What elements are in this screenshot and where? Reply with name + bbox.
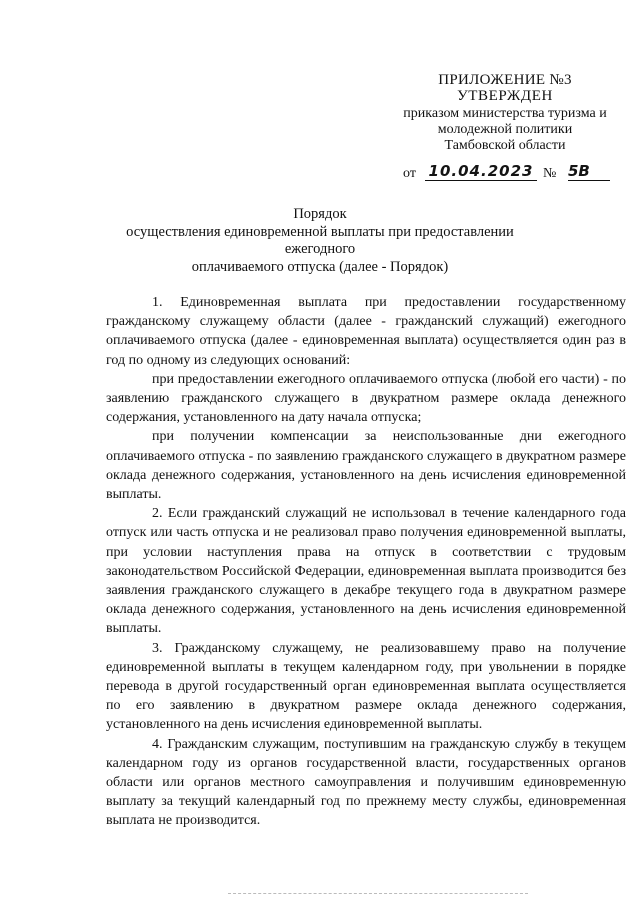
title-heading: Порядок [293, 206, 347, 222]
approval-line-2: молодежной политики [437, 122, 573, 137]
document-body [106, 293, 626, 831]
paragraph-1b: при получении компенсации за неиспользованные дни ежегодного оплачиваемого отпуска - по заявлению гражданского служащего в двукратном размере оклада денежного содержания, установленного на день исчисления единовременной выплаты. [106, 429, 626, 503]
order-date-number [403, 164, 618, 184]
order-number: 5В [568, 162, 610, 181]
title-subtitle-1: осуществления единовременной выплаты при предоставлении ежегодного [126, 223, 514, 257]
paragraph-1a: при предоставлении ежегодного оплачиваемого отпуска (любой его части) - по заявлению гражданского служащего в двукратном размере оклада денежного содержания, установленного на дату начала отпуска; [106, 371, 626, 426]
approval-line-3: Тамбовской области [444, 138, 566, 153]
order-date: 10.04.2023 [425, 162, 537, 181]
approval-block [400, 72, 610, 154]
scan-artifact-rule [228, 893, 528, 894]
approval-line-1: приказом министерства туризма и [403, 106, 607, 121]
from-label: от [403, 166, 416, 181]
appendix-number: ПРИЛОЖЕНИЕ №3 [438, 72, 572, 88]
approved-label: УТВЕРЖДЕН [457, 88, 553, 104]
document-title [100, 206, 540, 276]
paragraph-4: 4. Гражданским служащим, поступившим на гражданскую службу в текущем календарном году из органов государственной власти, государственных органов области или органов местного самоуправления и получившим единовременную выплату за текущий календарный год по прежнему месту службы, единовременная выплата не производится. [106, 736, 626, 829]
title-subtitle-2: оплачиваемого отпуска (далее - Порядок) [191, 258, 449, 275]
paragraph-3: 3. Гражданскому служащему, не реализовавшему право на получение единовременной выплаты в текущем календарном году, при увольнении в порядке перевода в другой государственный орган единовременная выплата осуществляется по его заявлению в двукратном размере оклада денежного содержания, установленного на день исчисления единовременной выплаты. [106, 640, 626, 733]
paragraph-2: 2. Если гражданский служащий не использовал в течение календарного года отпуск или часть отпуска и не реализовал право получения единовременной выплаты, при условии наступления права на отпуск в соответствии с трудовым законодательством Российской Федерации, единовременная выплата производится без заявления гражданского служащего в декабре текущего года в двукратном размере оклада денежного содержания, установленного на день исчисления единовременной выплаты. [106, 506, 626, 637]
paragraph-1: 1. Единовременная выплата при предоставлении государственному гражданскому служащему области (далее - гражданский служащий) ежегодного оплачиваемого отпуска (далее - единовременная выплата) осуществляется один раз в год по одному из следующих оснований: [106, 295, 626, 368]
number-label: № [543, 166, 557, 181]
